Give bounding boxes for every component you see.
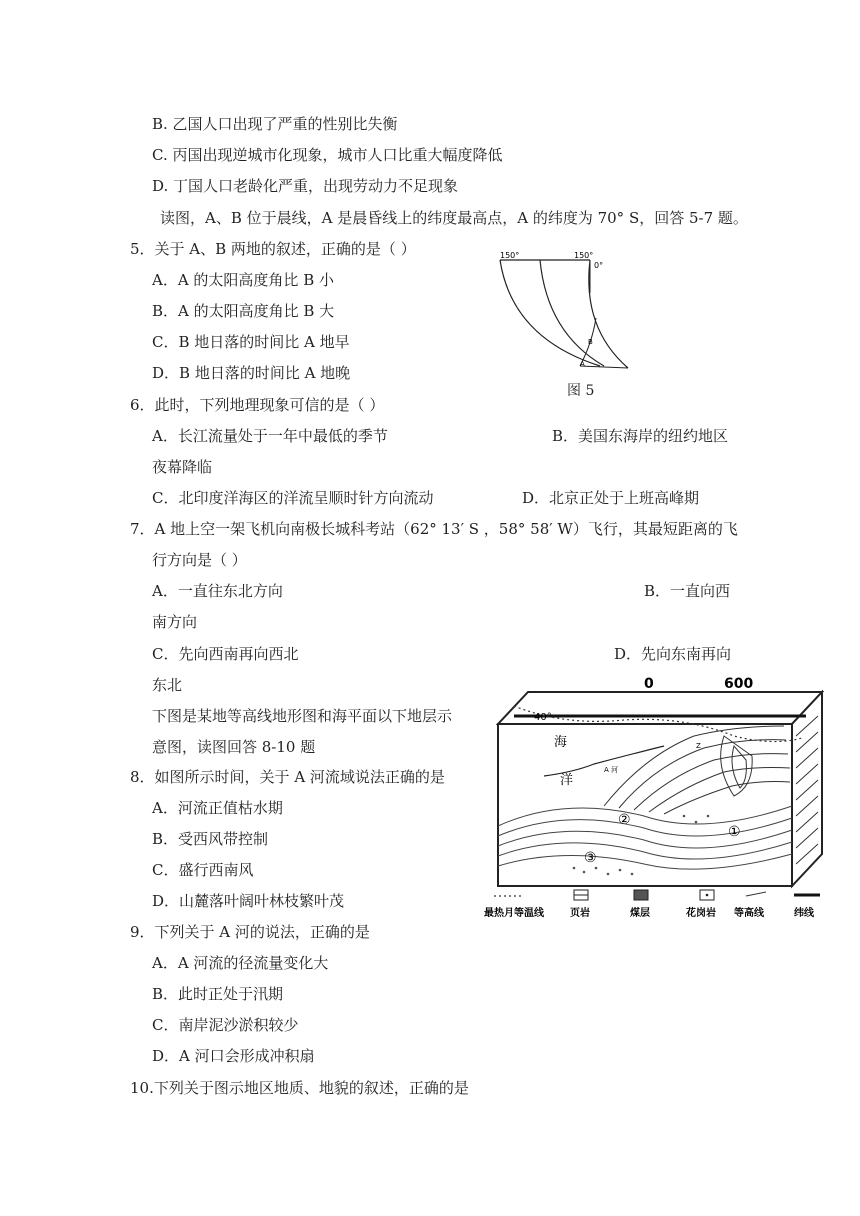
top-label-600: 600: [724, 676, 754, 692]
point-b-label: B: [588, 338, 593, 346]
q8-option-d: D．山麓落叶阔叶林枝繁叶茂: [152, 892, 345, 910]
question-7: 7．A 地上空一架飞机向南极长城科考站（62° 13′ S ，58° 58′ W）飞行，其最短距离的飞: [130, 520, 738, 538]
q7-option-d-cont: 东北: [152, 676, 183, 694]
question-8: 8．如图所示时间，关于 A 河流域说法正确的是: [130, 768, 445, 786]
river-a-label: A 河: [604, 766, 619, 774]
top-label-0: 0: [644, 676, 654, 692]
question-7-cont: 行方向是（ ）: [152, 551, 247, 569]
figure-5-caption: 图 5: [567, 383, 595, 399]
latitude-label: 40°: [534, 712, 552, 723]
intro-5-7: 读图，A、B 位于晨线，A 是晨昏线上的纬度最高点，A 的纬度为 70° S，回答 5-7 题。: [160, 209, 748, 227]
q5-option-a: A．A 的太阳高度角比 B 小: [152, 271, 334, 289]
figure-5: [492, 248, 642, 400]
q9-option-d: D．A 河口会形成冲积扇: [152, 1047, 315, 1065]
question-9: 9．下列关于 A 河的说法，正确的是: [130, 923, 370, 941]
q9-option-a: A．A 河流的径流量变化大: [152, 954, 329, 972]
question-6: 6．此时，下列地理现象可信的是（ ）: [130, 396, 385, 414]
q6-option-a: A．长江流量处于一年中最低的季节: [152, 427, 388, 445]
q7-option-a: A．一直往东北方向: [152, 582, 283, 600]
lon-label-left: 150°: [500, 251, 520, 260]
marker-2: ②: [618, 812, 631, 828]
question-10: 10.下列关于图示地区地质、地貌的叙述，正确的是: [130, 1079, 469, 1097]
legend-latitude: 纬线: [794, 908, 814, 919]
option-c-q4: C. 丙国出现逆城市化现象，城市人口比重大幅度降低: [152, 146, 503, 164]
figure-5-diagram: [492, 248, 642, 378]
lon-label-zero: 0°: [594, 261, 604, 270]
q7-option-b-cont: 南方向: [152, 613, 198, 631]
q5-option-c: C．B 地日落的时间比 A 地早: [152, 333, 350, 351]
option-b-q4: B. 乙国人口出现了严重的性别比失衡: [152, 115, 398, 133]
q7-option-d: D．先向东南再向: [614, 645, 732, 663]
marker-1: ①: [728, 824, 741, 840]
label-z: Z: [696, 742, 701, 750]
terrain-block-diagram: [484, 676, 824, 926]
option-d-q4: D. 丁国人口老龄化严重，出现劳动力不足现象: [152, 177, 459, 195]
q6-option-b-cont: 夜幕降临: [152, 458, 213, 476]
q8-option-b: B．受西风带控制: [152, 830, 269, 848]
lon-label-mid: 150°: [574, 251, 594, 260]
q8-option-a: A．河流正值枯水期: [152, 799, 283, 817]
q5-option-b: B．A 的太阳高度角比 B 大: [152, 302, 335, 320]
sea-label-2: 洋: [560, 773, 574, 788]
q7-option-c: C．先向西南再向西北: [152, 645, 299, 663]
q6-option-d: D．北京正处于上班高峰期: [522, 489, 700, 507]
q6-option-b: B．美国东海岸的纽约地区: [552, 427, 729, 445]
q5-option-d: D．B 地日落的时间比 A 地晚: [152, 364, 351, 382]
q9-option-b: B．此时正处于汛期: [152, 985, 284, 1003]
intro-8-10: 下图是某地等高线地形图和海平面以下地层示: [152, 707, 453, 725]
legend-coal: 煤层: [630, 908, 650, 919]
q9-option-c: C．南岸泥沙淤积较少: [152, 1016, 299, 1034]
legend-isotherm: 最热月等温线: [484, 908, 544, 919]
legend-contour: 等高线: [734, 908, 764, 919]
sea-label-1: 海: [554, 735, 568, 750]
intro-8-10-cont: 意图，读图回答 8-10 题: [152, 738, 316, 756]
question-5: 5．关于 A、B 两地的叙述，正确的是（ ）: [130, 240, 416, 258]
q7-option-b: B．一直向西: [644, 582, 731, 600]
block-diagram-figure: [484, 676, 824, 926]
q6-option-c: C．北印度洋海区的洋流呈顺时针方向流动: [152, 489, 434, 507]
legend-granite: 花岗岩: [686, 908, 716, 919]
point-a-label: A: [580, 360, 585, 368]
marker-3: ③: [584, 850, 597, 866]
legend-shale: 页岩: [570, 908, 590, 919]
q8-option-c: C．盛行西南风: [152, 861, 254, 879]
